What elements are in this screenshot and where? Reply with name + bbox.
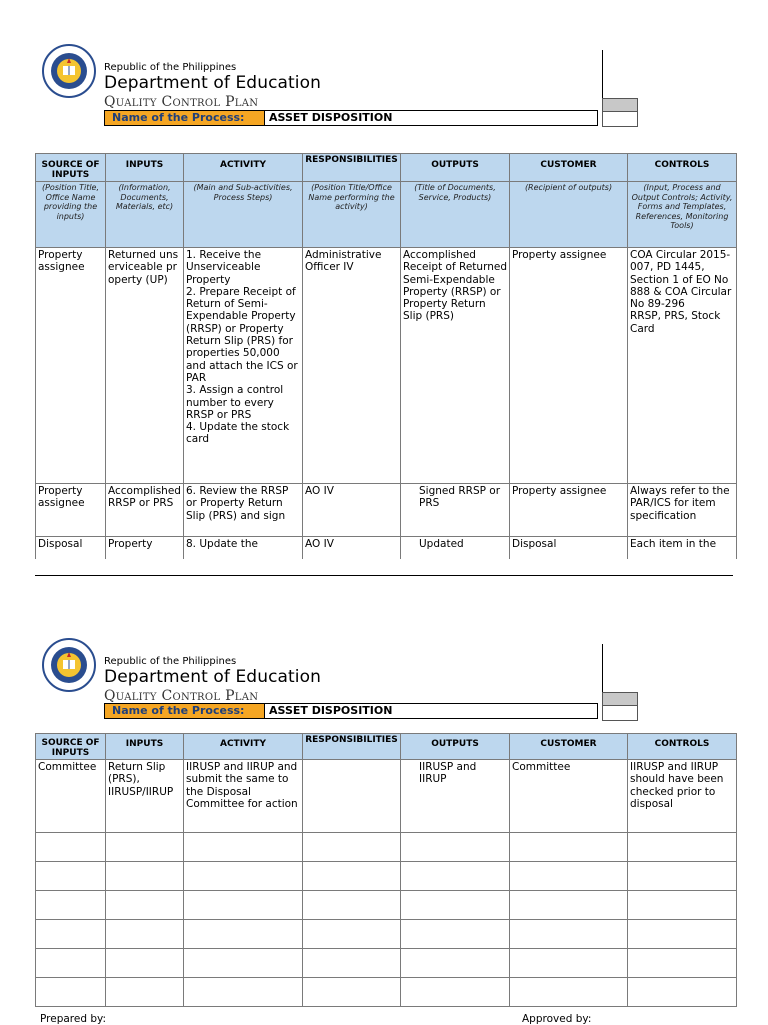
cell-inputs: Property — [106, 537, 184, 559]
empty-cell — [401, 891, 510, 920]
cell-controls: Each item in the — [628, 537, 737, 559]
empty-cell — [510, 920, 628, 949]
doc-code-box — [602, 692, 638, 706]
cell-controls: COA Circular 2015-007, PD 1445, Section 1 of EO No 888 & COA Circular No 89-296 RRSP, PRS, Stock Card — [628, 248, 737, 484]
empty-cell — [510, 949, 628, 978]
col-sub-outputs: (Title of Documents, Service, Products) — [401, 182, 510, 248]
cell-outputs: Accomplished Receipt of Returned Semi-Expendable Property (RRSP) or Property Return Slip (PRS) — [401, 248, 510, 484]
cell-responsibilities: Administrative Officer IV — [303, 248, 401, 484]
cell-source: Committee — [36, 760, 106, 833]
empty-cell — [184, 833, 303, 862]
deped-seal-icon — [42, 638, 96, 692]
cell-activity: 1. Receive the Unserviceable Property 2. Prepare Receipt of Return of Semi-Expendable Property (RRSP) or Property Return Slip (PRS) for properties 50,000 and attach the ICS or PAR 3. Assign a control number to every RRSP or PRS 4. Update the stock card — [184, 248, 303, 484]
empty-cell — [628, 862, 737, 891]
empty-cell — [628, 978, 737, 1007]
empty-cell — [510, 833, 628, 862]
col-header-source: SOURCE OF INPUTS — [36, 734, 106, 760]
deped-seal-icon — [42, 44, 96, 98]
table-row — [36, 760, 737, 833]
table-row — [36, 862, 737, 891]
empty-cell — [303, 920, 401, 949]
empty-cell — [401, 949, 510, 978]
process-label: Name of the Process: — [105, 704, 265, 718]
column-header-row — [36, 734, 737, 760]
cell-outputs: IIRUSP and IIRUP — [401, 760, 510, 833]
empty-cell — [106, 949, 184, 978]
col-header-inputs: INPUTS — [106, 734, 184, 760]
empty-cell — [106, 862, 184, 891]
empty-cell — [303, 862, 401, 891]
cell-customer: Property assignee — [510, 248, 628, 484]
empty-cell — [36, 978, 106, 1007]
header-divider — [602, 50, 603, 98]
plan-title: Quality Control Plan — [104, 94, 259, 110]
revision-box — [602, 705, 638, 721]
cell-source: Property assignee — [36, 484, 106, 537]
empty-cell — [303, 833, 401, 862]
cell-controls: IIRUSP and IIRUP should have been checked prior to disposal — [628, 760, 737, 833]
cell-inputs: Return Slip (PRS), IIRUSP/IIRUP — [106, 760, 184, 833]
col-header-activity: ACTIVITY — [184, 154, 303, 182]
col-header-outputs: OUTPUTS — [401, 734, 510, 760]
prepared-by-label: Prepared by: — [40, 1013, 106, 1025]
approved-by-label: Approved by: — [522, 1013, 592, 1025]
qcp-table-page-2 — [35, 733, 737, 1007]
cell-responsibilities — [303, 760, 401, 833]
empty-cell — [401, 920, 510, 949]
empty-cell — [106, 891, 184, 920]
empty-cell — [401, 978, 510, 1007]
col-header-customer: CUSTOMER — [510, 734, 628, 760]
empty-cell — [106, 920, 184, 949]
republic-text: Republic of the Philippines — [104, 656, 237, 667]
column-subheader-row — [36, 182, 737, 248]
col-header-inputs: INPUTS — [106, 154, 184, 182]
process-label: Name of the Process: — [105, 111, 265, 125]
col-header-source: SOURCE OF INPUTS — [36, 154, 106, 182]
header-divider — [602, 644, 603, 692]
table-row — [36, 484, 737, 537]
empty-cell — [106, 833, 184, 862]
cell-source: Property assignee — [36, 248, 106, 484]
empty-cell — [303, 978, 401, 1007]
empty-cell — [401, 833, 510, 862]
qcp-table-page-1 — [35, 153, 737, 559]
empty-cell — [184, 891, 303, 920]
cell-activity: 6. Review the RRSP or Property Return Slip (PRS) and sign — [184, 484, 303, 537]
table-row — [36, 891, 737, 920]
cell-activity: 8. Update the — [184, 537, 303, 559]
empty-cell — [510, 862, 628, 891]
cell-outputs: Updated — [401, 537, 510, 559]
empty-cell — [36, 920, 106, 949]
process-name-bar — [104, 110, 598, 126]
empty-cell — [184, 862, 303, 891]
plan-title: Quality Control Plan — [104, 688, 259, 704]
department-title: Department of Education — [104, 667, 321, 687]
empty-cell — [36, 862, 106, 891]
col-header-controls: CONTROLS — [628, 734, 737, 760]
doc-code-box — [602, 98, 638, 112]
cell-customer: Disposal — [510, 537, 628, 559]
table-row — [36, 537, 737, 559]
revision-box — [602, 111, 638, 127]
empty-cell — [628, 920, 737, 949]
col-header-controls: CONTROLS — [628, 154, 737, 182]
empty-cell — [401, 862, 510, 891]
col-sub-source: (Position Title, Office Name providing the inputs) — [36, 182, 106, 248]
empty-cell — [303, 891, 401, 920]
empty-cell — [628, 949, 737, 978]
table-row — [36, 978, 737, 1007]
table-row — [36, 833, 737, 862]
col-header-activity: ACTIVITY — [184, 734, 303, 760]
empty-cell — [36, 891, 106, 920]
cell-responsibilities: AO IV — [303, 537, 401, 559]
empty-cell — [184, 949, 303, 978]
col-sub-customer: (Recipient of outputs) — [510, 182, 628, 248]
process-value: ASSET DISPOSITION — [269, 111, 393, 124]
table-row — [36, 949, 737, 978]
cell-activity: IIRUSP and IIRUP and submit the same to the Disposal Committee for action — [184, 760, 303, 833]
empty-cell — [184, 920, 303, 949]
column-header-row — [36, 154, 737, 182]
cell-customer: Committee — [510, 760, 628, 833]
cell-customer: Property assignee — [510, 484, 628, 537]
col-header-outputs: OUTPUTS — [401, 154, 510, 182]
table-row — [36, 248, 737, 484]
empty-cell — [303, 949, 401, 978]
page-separator — [35, 575, 733, 576]
empty-cell — [628, 891, 737, 920]
department-title: Department of Education — [104, 73, 321, 93]
col-sub-inputs: (Information, Documents, Materials, etc) — [106, 182, 184, 248]
empty-cell — [36, 949, 106, 978]
col-sub-responsibilities: (Position Title/Office Name performing the activity) — [303, 182, 401, 248]
col-header-customer: CUSTOMER — [510, 154, 628, 182]
republic-text: Republic of the Philippines — [104, 62, 237, 73]
col-sub-controls: (Input, Process and Output Controls; Activity, Forms and Templates, References, Monitoring Tools) — [628, 182, 737, 248]
process-name-bar — [104, 703, 598, 719]
cell-inputs: Returned unserviceable property (UP) — [106, 248, 184, 484]
cell-outputs: Signed RRSP or PRS — [401, 484, 510, 537]
empty-cell — [36, 833, 106, 862]
col-header-responsibilities: RESPONSIBILITIES — [303, 734, 401, 760]
empty-cell — [184, 978, 303, 1007]
cell-source: Disposal — [36, 537, 106, 559]
cell-inputs: Accomplished RRSP or PRS — [106, 484, 184, 537]
col-sub-activity: (Main and Sub-activities, Process Steps) — [184, 182, 303, 248]
process-value: ASSET DISPOSITION — [269, 704, 393, 717]
cell-controls: Always refer to the PAR/ICS for item specification — [628, 484, 737, 537]
empty-cell — [510, 978, 628, 1007]
empty-cell — [510, 891, 628, 920]
empty-cell — [106, 978, 184, 1007]
cell-responsibilities: AO IV — [303, 484, 401, 537]
empty-cell — [628, 833, 737, 862]
col-header-responsibilities: RESPONSIBILITIES — [303, 154, 401, 182]
table-row — [36, 920, 737, 949]
